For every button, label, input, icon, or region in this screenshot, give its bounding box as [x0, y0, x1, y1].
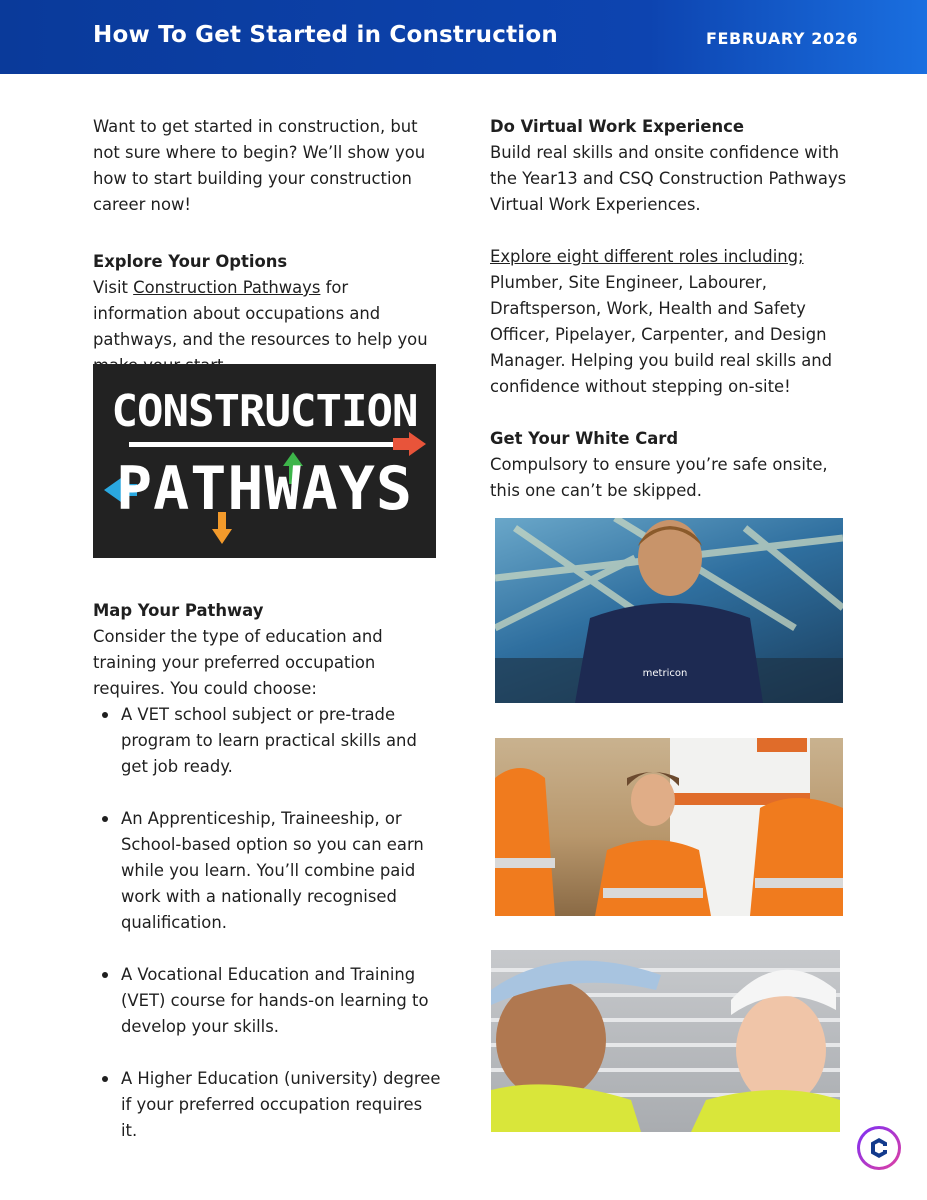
brand-badge-icon	[857, 1126, 901, 1170]
roles-text	[490, 244, 855, 400]
right-column	[490, 114, 855, 504]
pathway-text: Consider the type of education and training your preferred occupation requires. You could choose:	[93, 627, 383, 698]
shirt-logo-text: metricon	[642, 668, 688, 679]
page-header	[0, 0, 927, 74]
construction-pathways-logo	[93, 364, 436, 558]
logo-word-pathways: PATHWAYS	[116, 454, 413, 524]
whitecard-heading: Get Your White Card	[490, 429, 679, 448]
photo3-scene	[491, 950, 840, 1132]
virtual-text: Build real skills and onsite confidence with the Year13 and CSQ Construction Pathways Virtual Work Experiences.	[490, 143, 847, 214]
left-column	[93, 114, 443, 379]
virtual-heading: Do Virtual Work Experience	[490, 117, 744, 136]
pathway-heading: Map Your Pathway	[93, 601, 264, 620]
workers-hard-hats-photo	[491, 950, 840, 1132]
list-item: An Apprenticeship, Traineeship, or School-based option so you can earn while you learn. You’ll combine paid work with a nationally recognised qualification.	[93, 806, 443, 936]
issue-date: FEBRUARY 2026	[706, 29, 859, 48]
roles-list-text: Plumber, Site Engineer, Labourer, Draftsperson, Work, Health and Safety Officer, Pipelayer, Carpenter, and Design Manager. Helping you build real skills and confidence without stepping on-site!	[490, 273, 833, 396]
site-workers-hivis-photo	[495, 738, 843, 916]
logo-word-construction: CONSTRUCTION	[111, 386, 418, 437]
list-item: A VET school subject or pre-trade program to learn practical skills and get job ready.	[93, 702, 443, 780]
explore-text-end: for information about occupations and pathways, and the resources to help you	[93, 278, 428, 349]
list-item: A Vocational Education and Training (VET) course for hands-on learning to develop your skills.	[93, 962, 443, 1040]
map-pathway-section	[93, 598, 443, 1170]
construction-pathways-link[interactable]: Construction Pathways	[133, 278, 321, 297]
whitecard-text: Compulsory to ensure you’re safe onsite, this one can’t be skipped.	[490, 455, 828, 500]
explore-heading: Explore Your Options	[93, 252, 288, 271]
pathway-options-list	[93, 702, 443, 1144]
photo2-scene	[495, 738, 843, 916]
worker-roof-trusses-photo	[495, 518, 843, 703]
explore-roles-link[interactable]: Explore eight different roles including;	[490, 247, 804, 266]
intro-text: Want to get started in construction, but not sure where to begin? We’ll show you how to start building your construction career now!	[93, 117, 426, 214]
c-logo-icon	[866, 1135, 892, 1161]
brand-badge-inner	[860, 1129, 898, 1167]
explore-text-start: Visit	[93, 278, 134, 297]
list-item: A Higher Education (university) degree if your preferred occupation requires it.	[93, 1066, 443, 1144]
page-title: How To Get Started in Construction	[93, 22, 558, 48]
